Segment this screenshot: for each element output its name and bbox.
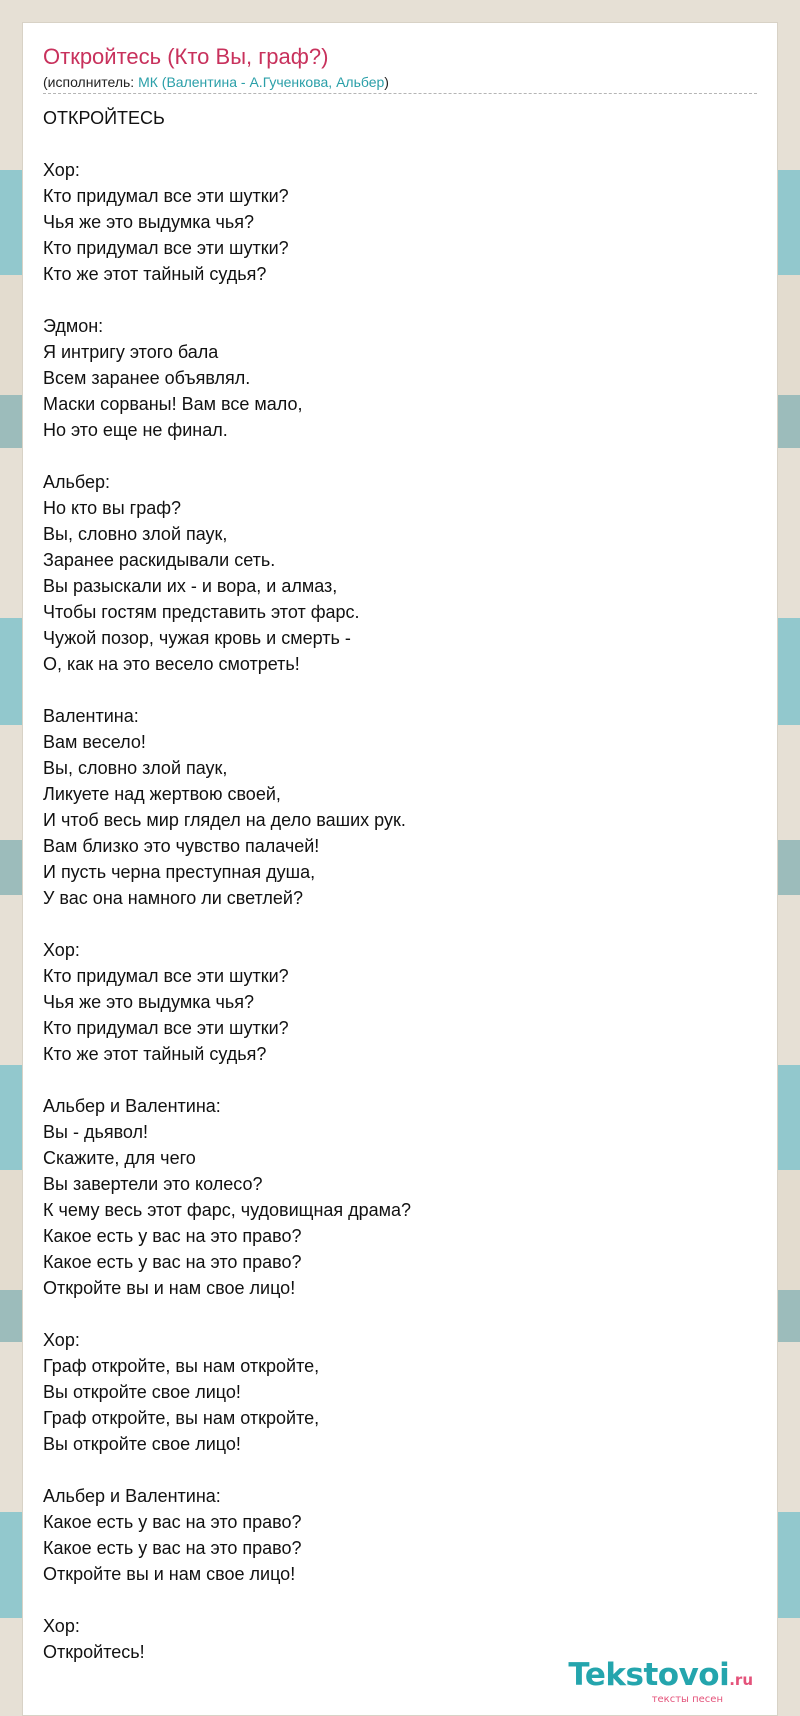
lyric-line: Хор:: [43, 1616, 80, 1636]
lyric-line: Откройте вы и нам свое лицо!: [43, 1278, 296, 1298]
content-card: [22, 22, 778, 1716]
lyric-line: Валентина:: [43, 706, 139, 726]
lyric-line: Скажите, для чего: [43, 1148, 196, 1168]
lyric-blank-line: [43, 911, 743, 937]
lyric-blank-line: [43, 1067, 743, 1093]
lyric-line: Чтобы гостям представить этот фарс.: [43, 602, 360, 622]
lyric-line: Но кто вы граф?: [43, 498, 182, 518]
lyrics-text: [43, 105, 743, 1665]
lyric-line: Всем заранее объявлял.: [43, 368, 251, 388]
site-logo[interactable]: [568, 1659, 753, 1705]
title-divider: [43, 93, 757, 94]
lyric-line: Откройтесь!: [43, 1642, 145, 1662]
lyric-line: Кто же этот тайный судья?: [43, 264, 267, 284]
lyric-line: Граф откройте, вы нам откройте,: [43, 1408, 320, 1428]
logo-tagline: тексты песен: [651, 1694, 723, 1705]
lyric-line: О, как на это весело смотреть!: [43, 654, 300, 674]
lyric-line: Чужой позор, чужая кровь и смерть -: [43, 628, 351, 648]
song-title: Откройтесь (Кто Вы, граф?): [43, 44, 329, 69]
performer-suffix: ): [384, 74, 389, 90]
lyric-blank-line: [43, 1301, 743, 1327]
lyric-line: Откройте вы и нам свое лицо!: [43, 1564, 296, 1584]
performer-prefix: (исполнитель:: [43, 74, 139, 90]
lyric-line: Я интригу этого бала: [43, 342, 219, 362]
lyric-line: Вы откройте свое лицо!: [43, 1434, 241, 1454]
lyric-blank-line: [43, 677, 743, 703]
lyric-line: Хор:: [43, 940, 80, 960]
lyric-line: У вас она намного ли светлей?: [43, 888, 303, 908]
lyric-line: Альбер:: [43, 472, 111, 492]
lyric-blank-line: [43, 1587, 743, 1613]
logo-name: Tekstovoi: [568, 1657, 730, 1693]
lyric-line: Кто придумал все эти шутки?: [43, 1018, 289, 1038]
lyric-line: Кто же этот тайный судья?: [43, 1044, 267, 1064]
performer-link[interactable]: МК (Валентина - А.Гученкова, Альбер: [138, 74, 385, 90]
lyric-line: Вы, словно злой паук,: [43, 524, 228, 544]
lyric-line: Вы разыскали их - и вора, и алмаз,: [43, 576, 338, 596]
lyric-line: Вы откройте свое лицо!: [43, 1382, 241, 1402]
lyric-line: Какое есть у вас на это право?: [43, 1226, 302, 1246]
lyric-line: Кто придумал все эти шутки?: [43, 186, 289, 206]
lyric-line: Но это еще не финал.: [43, 420, 228, 440]
lyric-line: Маски сорваны! Вам все мало,: [43, 394, 303, 414]
lyric-line: Кто придумал все эти шутки?: [43, 966, 289, 986]
lyric-line: Вы - дьявол!: [43, 1122, 149, 1142]
lyric-line: Кто придумал все эти шутки?: [43, 238, 289, 258]
lyric-line: Заранее раскидывали сеть.: [43, 550, 276, 570]
lyric-line: К чему весь этот фарс, чудовищная драма?: [43, 1200, 412, 1220]
lyric-blank-line: [43, 287, 743, 313]
lyric-blank-line: [43, 1457, 743, 1483]
lyric-blank-line: [43, 131, 743, 157]
lyric-line: Хор:: [43, 1330, 80, 1350]
lyric-line: Какое есть у вас на это право?: [43, 1512, 302, 1532]
lyric-line: Какое есть у вас на это право?: [43, 1538, 302, 1558]
lyric-line: Вы завертели это колесо?: [43, 1174, 263, 1194]
lyric-line: Эдмон:: [43, 316, 104, 336]
lyric-line: Вы, словно злой паук,: [43, 758, 228, 778]
lyric-line: Альбер и Валентина:: [43, 1096, 221, 1116]
lyric-line: Какое есть у вас на это право?: [43, 1252, 302, 1272]
lyric-line: ОТКРОЙТЕСЬ: [43, 108, 165, 128]
lyric-line: Чья же это выдумка чья?: [43, 992, 254, 1012]
lyric-line: И пусть черна преступная душа,: [43, 862, 316, 882]
lyric-blank-line: [43, 443, 743, 469]
lyric-line: Чья же это выдумка чья?: [43, 212, 254, 232]
lyric-line: Вам близко это чувство палачей!: [43, 836, 320, 856]
lyric-line: Ликуете над жертвою своей,: [43, 784, 281, 804]
performer-line: [43, 73, 389, 91]
lyric-line: Граф откройте, вы нам откройте,: [43, 1356, 320, 1376]
lyric-line: Вам весело!: [43, 732, 146, 752]
lyric-line: Альбер и Валентина:: [43, 1486, 221, 1506]
lyric-line: И чтоб весь мир глядел на дело ваших рук.: [43, 810, 406, 830]
lyric-line: Хор:: [43, 160, 80, 180]
logo-tld: .ru: [729, 1671, 753, 1689]
